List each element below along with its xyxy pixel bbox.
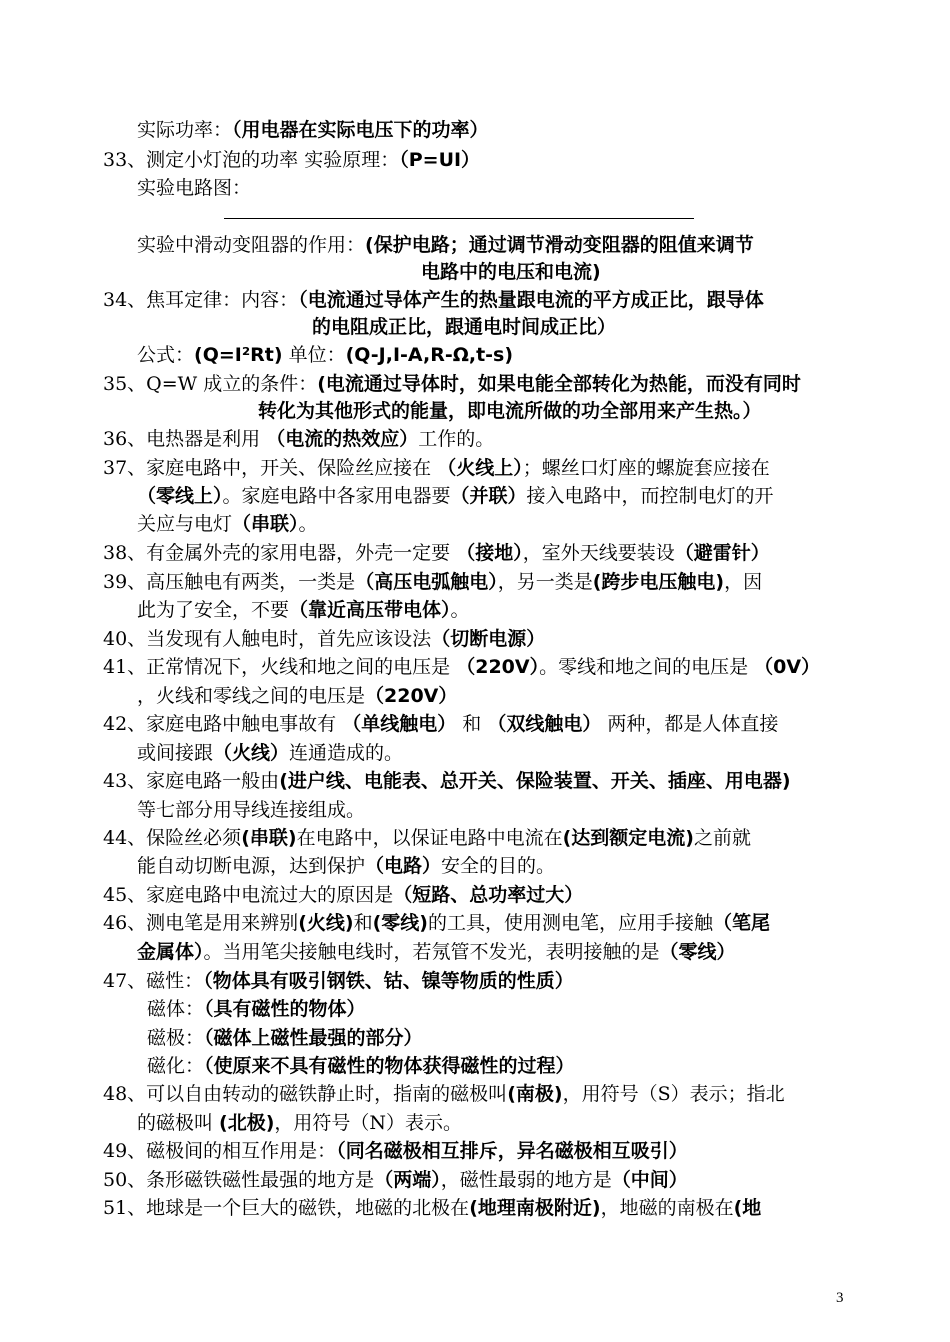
question-text: 。 <box>298 513 318 535</box>
answer-text: （P=UI） <box>399 149 481 171</box>
question-text: 50、条形磁铁磁性最强的地方是 <box>103 1169 375 1191</box>
question-text: 等七部分用导线连接组成。 <box>137 799 366 821</box>
text-line <box>137 939 736 966</box>
text-line <box>137 797 365 824</box>
answer-text: (电流通过导体时，如果电能全部转化为热能，而没有同时 <box>317 373 801 395</box>
answer-text: （两端） <box>374 1169 441 1191</box>
text-line <box>421 259 601 286</box>
text-line <box>103 455 770 482</box>
answer-text: (零线) <box>372 912 428 934</box>
question-text: 或间接跟 <box>137 742 214 764</box>
question-text: 。家庭电路中各家用电器要 <box>222 485 451 507</box>
question-text: 的磁极叫 <box>137 1112 220 1134</box>
question-text: ，用符号（S）表示；指北 <box>562 1083 785 1105</box>
answer-text: （串联） <box>232 513 299 535</box>
answer-text: （中间） <box>611 1169 688 1191</box>
question-text: 之前就 <box>693 827 751 849</box>
answer-text: (Q-J,I-A,R-Ω,t-s) <box>345 344 514 366</box>
circuit-diagram-placeholder-line <box>224 218 694 219</box>
text-line <box>103 426 494 453</box>
text-line <box>137 175 251 202</box>
answer-text: （220V） <box>365 685 458 707</box>
question-text: ，地磁的南极在 <box>600 1197 734 1219</box>
question-text: 41、正常情况下，火线和地之间的电压是 <box>103 656 457 678</box>
text-line <box>103 654 820 681</box>
text-line <box>147 1025 423 1052</box>
text-line <box>103 626 545 653</box>
answer-text: (火线) <box>298 912 354 934</box>
text-line <box>137 483 774 510</box>
answer-text: 的电阻成正比，跟通电时间成正比） <box>312 316 617 338</box>
answer-text: （火线上） <box>437 457 523 479</box>
question-text: 40、当发现有人触电时，首先应该设法 <box>103 628 432 650</box>
answer-text: (南极) <box>507 1083 563 1105</box>
question-text: 46、测电笔是用来辨别 <box>103 912 299 934</box>
text-line <box>103 540 770 567</box>
text-line <box>103 569 762 596</box>
question-text: 35、Q=W 成立的条件： <box>103 373 318 395</box>
question-text: 实验电路图： <box>137 177 252 199</box>
text-line <box>103 1195 761 1222</box>
answer-text: （物体具有吸引钢铁、钴、镍等物质的性质） <box>203 970 574 992</box>
text-line <box>103 1081 785 1108</box>
page-number: 3 <box>836 1290 844 1306</box>
text-line <box>103 882 583 909</box>
text-line <box>103 287 764 314</box>
answer-text: （使原来不具有磁性的物体获得磁性的过程） <box>204 1055 575 1077</box>
answer-text: (保护电路；通过调节滑动变阻器的阻值来调节 <box>365 234 754 256</box>
text-line <box>137 683 457 710</box>
text-line <box>103 1167 688 1194</box>
question-text: 43、家庭电路一般由 <box>103 770 280 792</box>
question-text: ，室外天线要装设 <box>522 542 675 564</box>
question-text: 45、家庭电路中电流过大的原因是 <box>103 884 394 906</box>
question-text: 磁化： <box>147 1055 205 1077</box>
question-text: 。当用笔尖接触电线时，若氖管不发光，表明接触的是 <box>203 941 660 963</box>
question-text: 工作的。 <box>418 428 495 450</box>
text-line <box>137 853 555 880</box>
text-line <box>312 314 616 341</box>
text-line <box>103 910 770 937</box>
text-line <box>137 342 513 369</box>
answer-text: (地理南极附近) <box>469 1197 601 1219</box>
question-text: 能自动切断电源，达到保护 <box>137 855 366 877</box>
answer-text: 转化为其他形式的能量，即电流所做的功全部用来产生热。） <box>258 400 762 422</box>
text-line <box>103 147 480 174</box>
answer-text: （接地） <box>456 542 523 564</box>
answer-text: （短路、总功率过大） <box>393 884 584 906</box>
question-text: 公式： <box>137 344 195 366</box>
question-text: ，另一类是 <box>497 571 593 593</box>
answer-text: （用电器在实际电压下的功率） <box>232 119 489 141</box>
answer-text: (北极) <box>219 1112 275 1134</box>
answer-text: (串联) <box>241 827 297 849</box>
question-text: ，用符号（N）表示。 <box>274 1112 463 1134</box>
question-text: 49、磁极间的相互作用是： <box>103 1140 337 1162</box>
answer-text: (跨步电压触电) <box>592 571 725 593</box>
question-text: 安全的目的。 <box>441 855 556 877</box>
text-line <box>137 740 403 767</box>
answer-text: （避雷针） <box>674 542 770 564</box>
question-text: 48、可以自由转动的磁铁静止时，指南的磁极叫 <box>103 1083 508 1105</box>
question-text: 接入电路中，而控制电灯的开 <box>526 485 774 507</box>
question-text: 36、电热器是利用 <box>103 428 267 450</box>
question-text: 两种，都是人体直接 <box>601 713 779 735</box>
question-text: ，火线和零线之间的电压是 <box>137 685 366 707</box>
question-text: 42、家庭电路中触电事故有 <box>103 713 343 735</box>
answer-text: （具有磁性的物体） <box>204 998 366 1020</box>
question-text: 实验中滑动变阻器的作用： <box>137 234 366 256</box>
answer-text: （电流通过导体产生的热量跟电流的平方成正比，跟导体 <box>298 289 764 311</box>
text-line <box>137 117 489 144</box>
answer-text: (地 <box>733 1197 762 1219</box>
answer-text: (进户线、电能表、总开关、保险装置、开关、插座、用电器) <box>279 770 791 792</box>
answer-text: （磁体上磁性最强的部分） <box>204 1027 423 1049</box>
question-text: 。零线和地之间的电压是 <box>539 656 755 678</box>
answer-text: （单线触电） <box>342 713 457 735</box>
question-text: 51、地球是一个巨大的磁铁，地磁的北极在 <box>103 1197 470 1219</box>
answer-text: （0V） <box>754 656 821 678</box>
question-text: 44、保险丝必须 <box>103 827 242 849</box>
answer-text: （靠近高压带电体） <box>289 599 451 621</box>
answer-text: (Q=I²Rt) <box>194 344 283 366</box>
text-line <box>103 825 751 852</box>
question-text: 磁体： <box>147 998 205 1020</box>
text-line <box>103 371 801 398</box>
question-text: 47、磁性： <box>103 970 204 992</box>
question-text: 38、有金属外壳的家用电器，外壳一定要 <box>103 542 457 564</box>
question-text: 。 <box>450 599 470 621</box>
question-text: 实际功率： <box>137 119 233 141</box>
text-line <box>137 232 754 259</box>
question-text: 单位： <box>282 344 346 366</box>
question-text: 此为了安全，不要 <box>137 599 290 621</box>
question-text: ，因 <box>724 571 763 593</box>
text-line <box>137 1110 462 1137</box>
answer-text: （电路） <box>365 855 442 877</box>
answer-text: （零线上） <box>137 485 223 507</box>
question-text: 37、家庭电路中，开关、保险丝应接在 <box>103 457 438 479</box>
question-text: 和 <box>353 912 373 934</box>
question-text: ，磁性最弱的地方是 <box>440 1169 612 1191</box>
answer-text: （火线） <box>213 742 290 764</box>
question-text: 的工具，使用测电笔，应用手接触 <box>427 912 713 934</box>
question-text: 磁极： <box>147 1027 205 1049</box>
question-text: ；螺丝口灯座的螺旋套应接在 <box>522 457 770 479</box>
question-text: 33、测定小灯泡的功率 实验原理： <box>103 149 400 171</box>
question-text: 在电路中，以保证电路中电流在 <box>296 827 563 849</box>
answer-text: （高压电弧触电） <box>355 571 498 593</box>
text-line <box>137 597 470 624</box>
text-line <box>103 968 574 995</box>
text-line <box>103 768 791 795</box>
answer-text: （220V） <box>456 656 540 678</box>
answer-text: 电路中的电压和电流) <box>421 261 601 283</box>
question-text: 关应与电灯 <box>137 513 233 535</box>
answer-text: （并联） <box>450 485 527 507</box>
text-line <box>258 398 762 425</box>
answer-text: （笔尾 <box>712 912 770 934</box>
text-line <box>147 996 366 1023</box>
answer-text: （双线触电） <box>487 713 602 735</box>
text-line <box>103 1138 688 1165</box>
question-text: 34、焦耳定律：内容： <box>103 289 299 311</box>
answer-text: （同名磁极相互排斥，异名磁极相互吸引） <box>336 1140 688 1162</box>
answer-text: （电流的热效应） <box>266 428 419 450</box>
answer-text: （切断电源） <box>431 628 546 650</box>
text-line <box>137 511 318 538</box>
answer-text: (达到额定电流) <box>562 827 694 849</box>
question-text: 39、高压触电有两类，一类是 <box>103 571 356 593</box>
text-line <box>147 1053 575 1080</box>
answer-text: 金属体） <box>137 941 204 963</box>
question-text: 连通造成的。 <box>289 742 404 764</box>
text-line <box>103 711 778 738</box>
question-text: 和 <box>456 713 488 735</box>
answer-text: （零线） <box>659 941 736 963</box>
